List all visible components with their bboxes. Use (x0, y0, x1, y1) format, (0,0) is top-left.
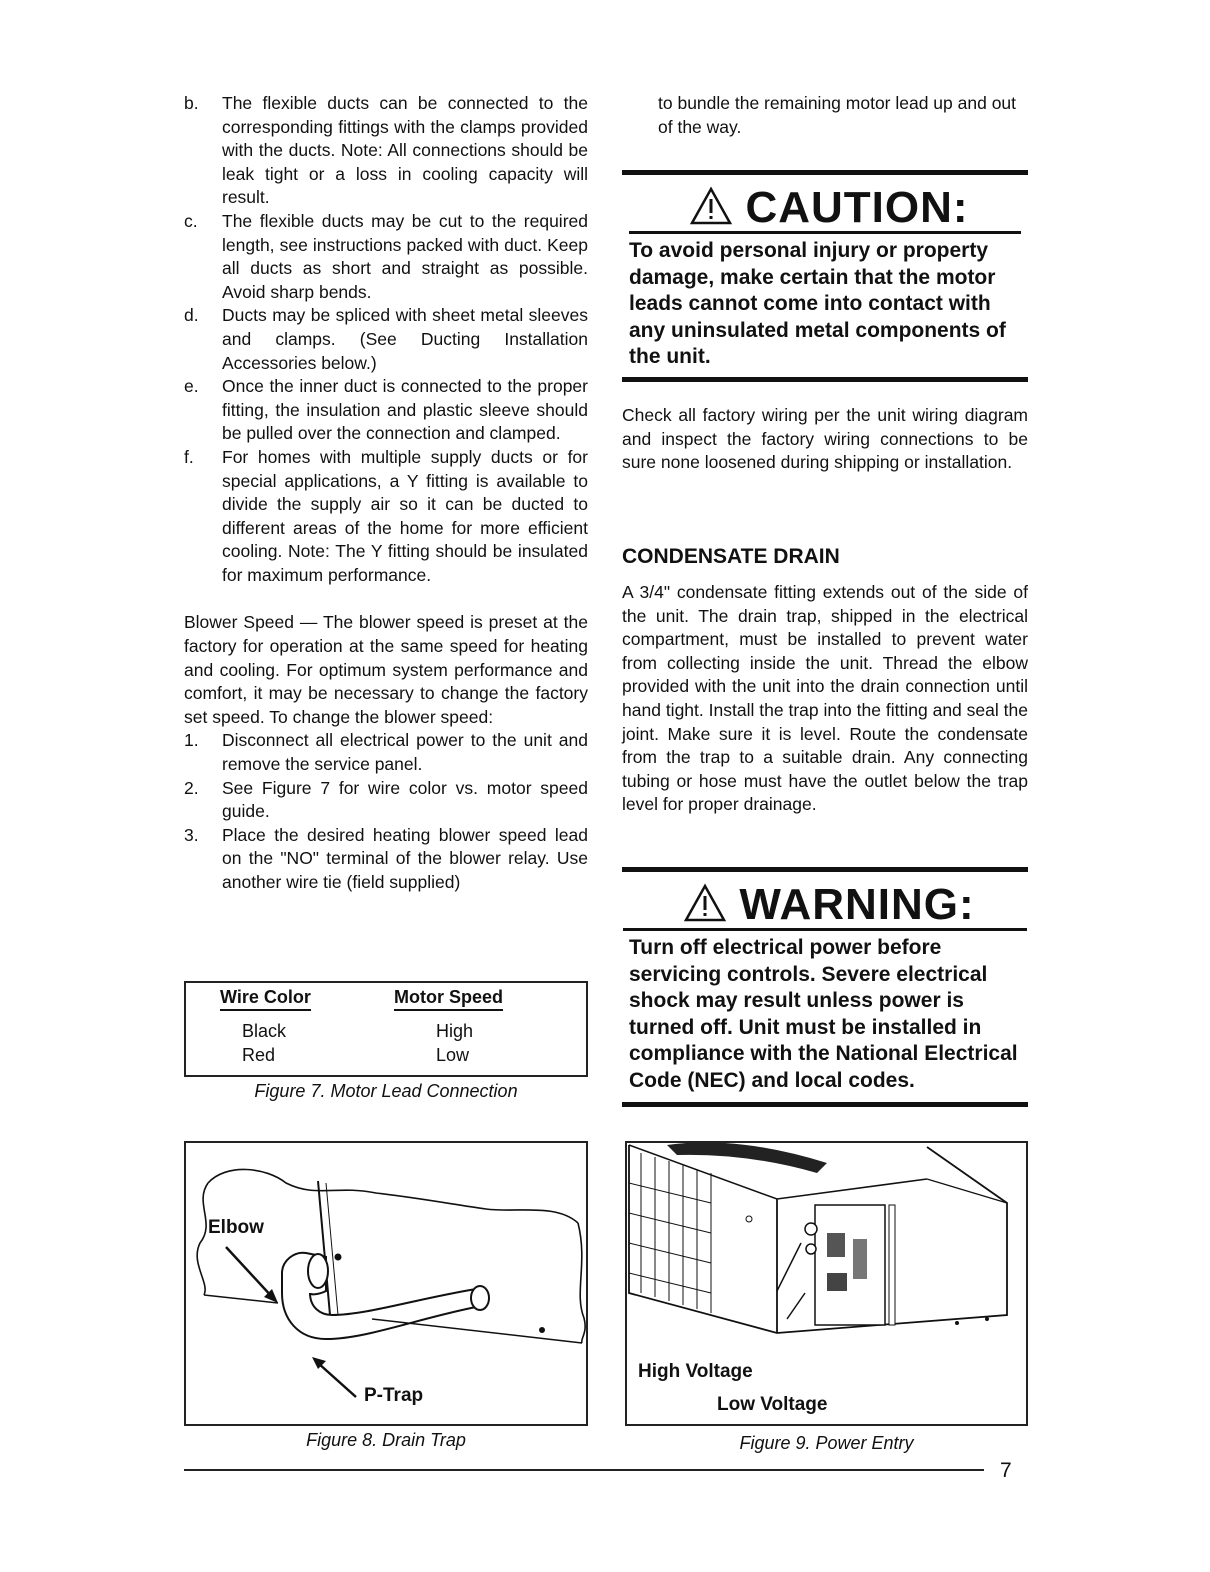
warning-bottom-rule (622, 1102, 1028, 1107)
condensate-drain-heading: CONDENSATE DRAIN (622, 545, 840, 568)
table-cell: Low (436, 1045, 470, 1065)
figure-9-caption: Figure 9. Power Entry (739, 1433, 914, 1453)
step-marker: 2. (184, 777, 199, 798)
figure-9-power-entry (625, 1141, 1028, 1426)
step-text: See Figure 7 for wire color vs. motor speed guide. (222, 777, 588, 822)
step-1 (184, 729, 588, 776)
spacer (184, 587, 588, 611)
list-item-c (184, 210, 588, 304)
check-wiring-paragraph: Check all factory wiring per the unit wiring diagram and inspect the factory wiring connections to be sure none loosened during shipping or installation. (622, 405, 1028, 473)
step-text: Disconnect all electrical power to the unit and remove the service panel. (222, 730, 588, 775)
footer-rule (184, 1469, 984, 1471)
list-text: The flexible ducts can be connected to the corresponding fittings with the clamps provided with the ducts. Note: All connections should be leak tight or a loss in cooling capacity will result. (222, 93, 588, 208)
check-wiring-block (622, 404, 1028, 475)
step-3 (184, 824, 588, 895)
caution-top-rule (622, 170, 1028, 175)
list-marker: e. (184, 376, 199, 397)
warning-title-text: WARNING: (739, 880, 975, 929)
table-header-motor-speed: Motor Speed (394, 987, 503, 1011)
list-text: Ducts may be spliced with sheet metal sleeves and clamps. (See Ducting Installation Accessories below.) (222, 305, 588, 373)
warning-title-underline (623, 882, 1026, 931)
blower-speed-paragraph: Blower Speed — The blower speed is preset at the factory for operation at the same speed for heating and cooling. For optimum system performance and comfort, it may be necessary to change the factory set speed. To change the blower speed: (184, 612, 588, 727)
table-cell: Black (242, 1021, 287, 1041)
warning-triangle-icon (683, 883, 727, 923)
table-cell: Red (242, 1045, 276, 1065)
right-column-continuation (622, 92, 1028, 139)
warning-triangle-icon (689, 186, 733, 226)
low-voltage-label: Low Voltage (717, 1394, 828, 1415)
step-marker: 1. (184, 730, 199, 751)
step-text: Place the desired heating blower speed lead on the "NO" terminal of the blower relay. Use another wire tie (field supplied) (222, 824, 588, 892)
step-marker: 3. (184, 824, 199, 845)
drain-trap-illustration (186, 1143, 586, 1424)
list-item-b (184, 92, 588, 210)
caution-title (622, 183, 1028, 234)
list-text: The flexible ducts may be cut to the required length, see instructions packed with duct. Keep all ducts as short and straight as possible. Avoid sharp bends. (222, 210, 588, 302)
list-item-d (184, 304, 588, 375)
warning-title (622, 880, 1028, 931)
list-item-e (184, 375, 588, 446)
warning-body: Turn off electrical power before servicing controls. Severe electrical shock may result unless power is turned off. Unit must be installed in compliance with the National Electrical Code (NEC) and local codes. (629, 936, 1018, 1092)
list-text: Once the inner duct is connected to the proper fitting, the insulation and plastic sleeve should be pulled over the connection and clamped. (222, 376, 588, 444)
wire-color-table (184, 981, 588, 1077)
high-voltage-label: High Voltage (638, 1361, 753, 1382)
list-text: For homes with multiple supply ducts or for special applications, a Y fitting is available to divide the supply air so it can be ducted to different areas of the home for more efficient cooling. Note: The Y fitting should be insulated for maximum performance. (222, 446, 588, 585)
list-marker: f. (184, 446, 194, 467)
figure-7-caption: Figure 7. Motor Lead Connection (254, 1081, 518, 1101)
figure-8-drain-trap (184, 1141, 588, 1426)
caution-title-underline (629, 185, 1020, 234)
caution-bottom-rule (622, 377, 1028, 382)
list-marker: b. (184, 93, 199, 113)
list-marker: d. (184, 305, 199, 326)
list-marker: c. (184, 210, 198, 231)
elbow-label: Elbow (208, 1217, 264, 1238)
table-header-wire-color: Wire Color (220, 987, 311, 1011)
figure-8-caption: Figure 8. Drain Trap (306, 1430, 466, 1450)
condensate-paragraph: A 3/4" condensate fitting extends out of the side of the unit. The drain trap, shipped in the electrical compartment, must be installed to prevent water from collecting inside the unit. Thread the elbow provided with the unit into the drain connection until hand tight. Install the trap into the fitting and seal the joint. Make sure it is level. Route the condensate from the trap to a suitable drain. Any connecting tubing or hose must have the outlet below the trap level for proper drainage. (622, 582, 1028, 815)
table-cell: High (436, 1021, 474, 1041)
warning-top-rule (622, 867, 1028, 872)
step-2 (184, 777, 588, 824)
page-number: 7 (1000, 1459, 1012, 1482)
left-column (184, 92, 588, 895)
condensate-block (622, 581, 1028, 817)
caution-title-text: CAUTION: (745, 183, 969, 232)
list-item-f (184, 446, 588, 588)
p-trap-label: P-Trap (364, 1385, 424, 1406)
caution-body: To avoid personal injury or property damage, make certain that the motor leads cannot come into contact with any uninsulated metal components of the unit. (629, 239, 1006, 368)
continuation-text: to bundle the remaining motor lead up and out of the way. (658, 93, 1017, 137)
